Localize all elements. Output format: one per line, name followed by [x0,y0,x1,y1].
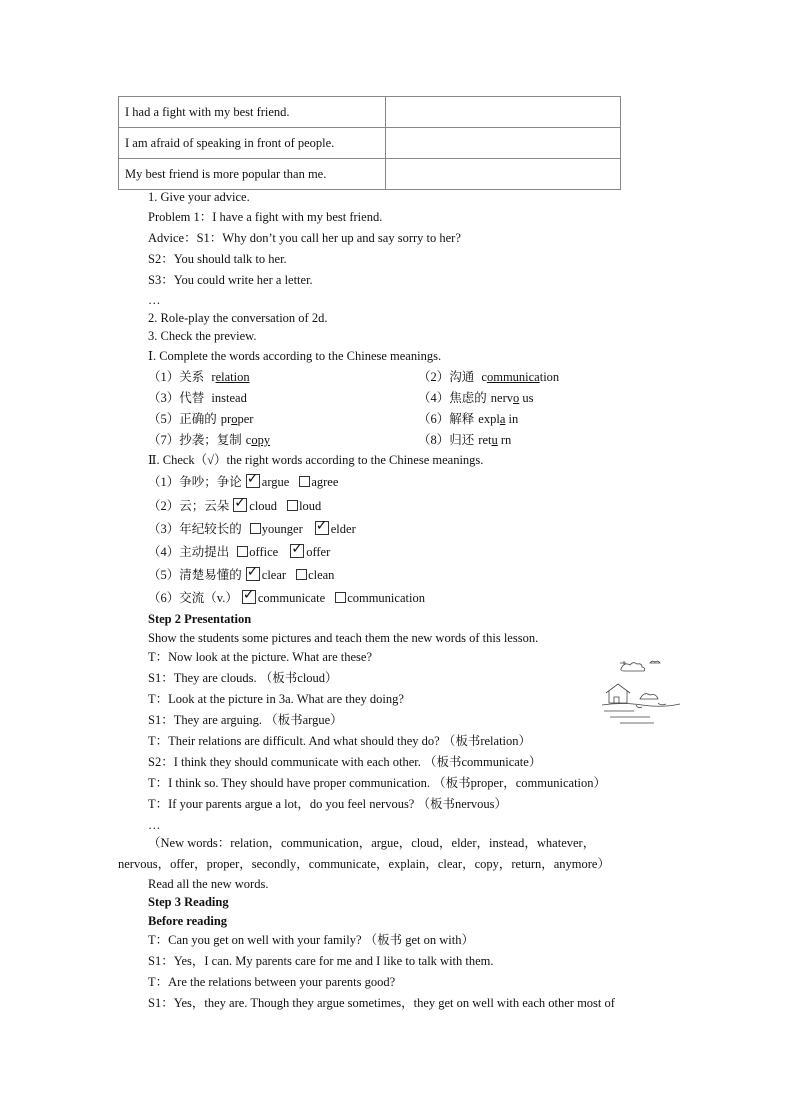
unchecked-box-icon[interactable] [250,523,261,534]
word-completion-item [148,411,253,427]
word-suffix: rn [497,433,512,447]
item-number: （6） [148,591,180,605]
table-row [119,128,621,159]
chinese-meaning: 代替 [179,391,205,405]
word-completion-item [418,411,518,427]
table-row [119,159,621,190]
word-suffix: tion [539,370,560,384]
checked-box-icon[interactable] [242,590,256,604]
word-underlined: opy [251,433,271,447]
table-cell [385,97,620,128]
checked-box-icon[interactable] [246,474,260,488]
dialogue-line: S2：You should talk to her. [148,252,287,266]
word-underlined: ommunica [486,370,540,384]
word-suffix: us [519,391,534,405]
new-words-line: nervous，offer，proper，secondly，communicate，explain，clear，copy，return，anymore） [118,857,610,871]
item-number: （2） [148,499,180,513]
dialogue-line: T：Their relations are difficult. And what should they do? （板书relation） [148,734,532,748]
chinese-meaning: 解释 [449,412,475,426]
table-cell [385,159,620,190]
word-completion-item [418,432,511,448]
word-underlined: a [499,412,506,426]
dialogue-line: S1：Yes，they are. Though they argue sometimes，they get on well with each other most of [148,996,615,1010]
word-prefix: pr [220,412,232,426]
check-word-item [148,544,330,560]
chinese-meaning: 关系 [179,370,205,384]
part1-heading: Ⅰ. Complete the words according to the Chinese meanings. [148,349,442,363]
table-cell: I had a fight with my best friend. [119,97,386,128]
dialogue-line: S1：They are arguing. （板书argue） [148,713,343,727]
option-word: younger [261,522,303,536]
word-underlined: o [231,412,238,426]
word-underlined: u [491,433,498,447]
unchecked-box-icon[interactable] [296,569,307,580]
give-advice-line: 1. Give your advice. [148,190,250,204]
check-word-item [148,567,334,583]
word-suffix: in [505,412,519,426]
option-word: office [249,545,279,559]
word-number: （3） [148,391,180,405]
checked-box-icon[interactable] [246,567,260,581]
unchecked-box-icon[interactable] [237,546,248,557]
item-number: （5） [148,568,180,582]
chinese-meaning: 焦虑的 [449,391,487,405]
dialogue-line: S1：They are clouds. （板书cloud） [148,671,338,685]
chinese-meaning: 云；云朵 [179,499,230,513]
unchecked-box-icon[interactable] [335,592,346,603]
word-prefix: expl [478,412,500,426]
ellipsis: … [148,293,161,307]
part2-heading: Ⅱ. Check（√）the right words according to the Chinese meanings. [148,453,484,467]
check-preview-line: 3. Check the preview. [148,329,257,343]
word-prefix: c [478,370,487,384]
word-number: （4） [418,391,450,405]
clouds-house-sketch [600,655,680,730]
table-cell: My best friend is more popular than me. [119,159,386,190]
problem-line: Problem 1：I have a fight with my best friend. [148,210,383,224]
read-all-line: Read all the new words. [148,877,269,891]
step3-title: Step 3 Reading [148,895,229,909]
dialogue-line: T：Now look at the picture. What are these? [148,650,372,664]
word-number: （8） [418,433,450,447]
dialogue-line: T：I think so. They should have proper communication. （板书proper，communication） [148,776,607,790]
chinese-meaning: 沟通 [449,370,475,384]
dialogue-line: S2：I think they should communicate with each other. （板书communicate） [148,755,542,769]
chinese-meaning: 主动提出 [179,545,230,559]
word-number: （6） [418,412,450,426]
word-prefix: c [245,433,252,447]
word-prefix: ret [478,433,492,447]
word-completion-item [418,369,559,385]
chinese-meaning: 交流（v.） [179,591,238,605]
check-word-item [148,521,356,537]
word-prefix: nerv [490,391,513,405]
option-word: communication [347,591,425,605]
chinese-meaning: 清楚易懂的 [179,568,242,582]
check-word-item [148,590,425,606]
chinese-meaning: 归还 [449,433,475,447]
before-reading-subtitle: Before reading [148,914,228,928]
word-number: （2） [418,370,450,384]
table-row [119,97,621,128]
word-completion-item [148,369,250,385]
dialogue-line: T：Are the relations between your parents good? [148,975,396,989]
checked-box-icon[interactable] [233,498,247,512]
step2-intro: Show the students some pictures and teach them the new words of this lesson. [148,631,539,645]
word-prefix: inste [208,391,236,405]
item-number: （1） [148,475,180,489]
option-word: clean [308,568,335,582]
option-word: communicate [257,591,326,605]
dialogue-line: T：If your parents argue a lot，do you feel nervous? （板书nervous） [148,797,508,811]
step2-title: Step 2 Presentation [148,612,252,626]
check-word-item [148,498,321,514]
dialogue-line: T：Can you get on well with your family? （板书 get on with） [148,933,474,947]
check-word-item [148,474,338,490]
unchecked-box-icon[interactable] [287,500,298,511]
word-underlined: o [513,391,520,405]
chinese-meaning: 年纪较长的 [179,522,242,536]
word-prefix: r [208,370,216,384]
table-cell [385,128,620,159]
option-word: argue [261,475,290,489]
option-word: cloud [249,499,278,513]
chinese-meaning: 抄袭；复制 [179,433,242,447]
chinese-meaning: 争吵；争论 [179,475,242,489]
dialogue-line: S3：You could write her a letter. [148,273,313,287]
checked-box-icon[interactable] [290,544,304,558]
word-number: （7） [148,433,180,447]
option-word: elder [330,522,356,536]
checked-box-icon[interactable] [315,521,329,535]
new-words-line: （New words：relation，communication，argue，cloud，elder，instead，whatever， [148,836,596,850]
chinese-meaning: 正确的 [179,412,217,426]
option-word: loud [299,499,322,513]
option-word: agree [311,475,339,489]
option-word: clear [261,568,287,582]
table-cell: I am afraid of speaking in front of people. [119,128,386,159]
dialogue-line: S1：Yes，I can. My parents care for me and I like to talk with them. [148,954,494,968]
word-suffix: per [237,412,254,426]
word-suffix: ad [235,391,247,405]
dialogue-line: … [148,818,161,832]
problems-table [118,96,621,190]
roleplay-line: 2. Role-play the conversation of 2d. [148,311,328,325]
word-completion-item [148,432,270,448]
word-completion-item [418,390,534,406]
dialogue-line: T：Look at the picture in 3a. What are they doing? [148,692,404,706]
unchecked-box-icon[interactable] [299,476,310,487]
word-number: （1） [148,370,180,384]
option-word: offer [306,545,331,559]
advice-line: Advice：S1：Why don’t you call her up and say sorry to her? [148,231,461,245]
item-number: （3） [148,522,180,536]
word-underlined: elation [215,370,250,384]
item-number: （4） [148,545,180,559]
word-completion-item [148,390,247,406]
word-number: （5） [148,412,180,426]
